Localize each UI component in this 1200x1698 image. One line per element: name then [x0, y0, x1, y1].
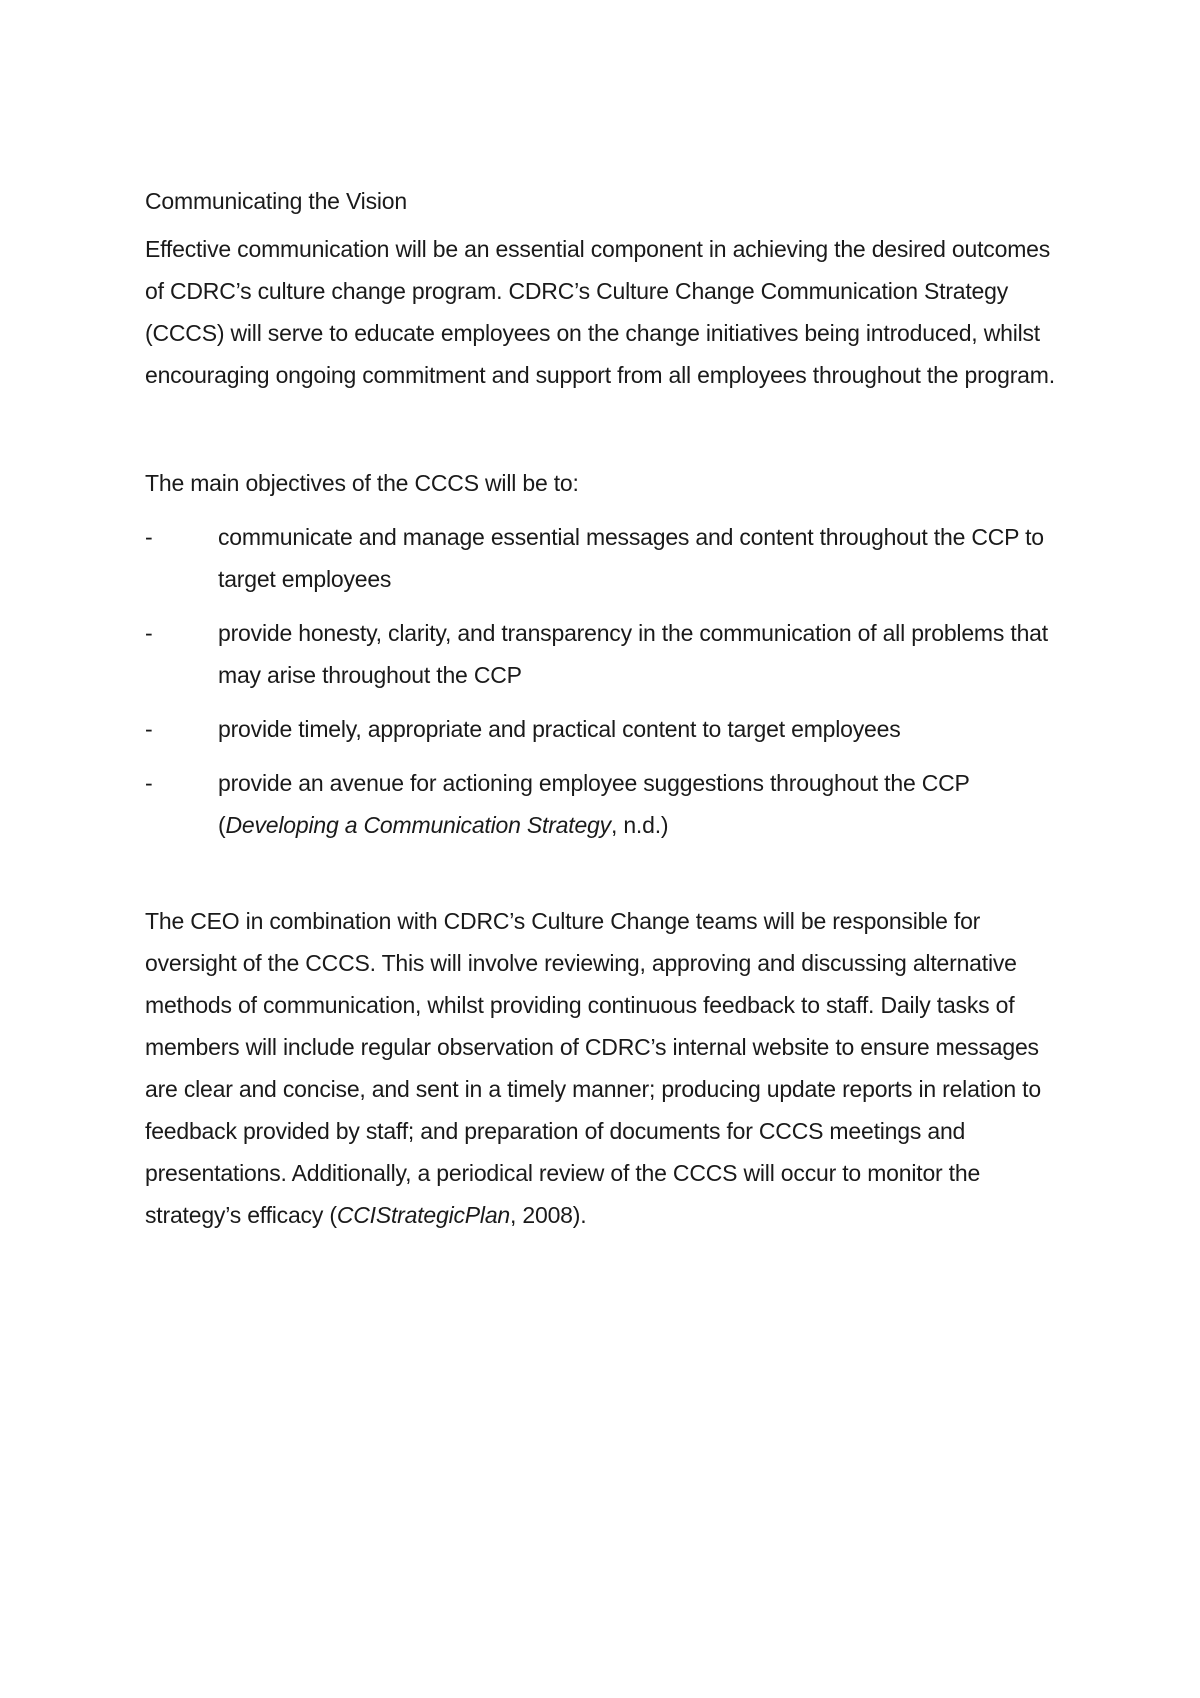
- citation-close: , n.d.): [610, 812, 669, 838]
- section-heading: Communicating the Vision: [145, 188, 407, 214]
- objective-item: [145, 708, 1060, 750]
- objective-text: provide timely, appropriate and practical content to target employees: [218, 716, 901, 742]
- objective-text: provide an avenue for actioning employee suggestions throughout the CCP: [218, 770, 970, 796]
- objective-item: [145, 516, 1060, 600]
- bullet-dash: -: [145, 524, 153, 550]
- citation-title: Developing a Communication Strategy: [225, 812, 611, 838]
- objectives-intro: The main objectives of the CCCS will be to:: [145, 470, 579, 496]
- bullet-dash: -: [145, 770, 153, 796]
- objective-text: provide honesty, clarity, and transparency in the communication of all problems that may arise throughout the CCP: [218, 620, 1048, 688]
- citation-open: (: [218, 812, 226, 838]
- bullet-dash: -: [145, 716, 153, 742]
- objective-text: communicate and manage essential messages and content throughout the CCP to target employees: [218, 524, 1044, 592]
- citation-title: CCIStrategicPlan: [336, 1202, 511, 1228]
- citation-close: , 2008).: [510, 1202, 587, 1228]
- oversight-text: The CEO in combination with CDRC’s Culture Change teams will be responsible for oversight of the CCCS. This will involve reviewing, approving and discussing alternative methods of communication, whilst providing continuous feedback to staff. Daily tasks of members will include regular observation of CDRC’s internal website to ensure messages are clear and concise, and sent in a timely manner; producing update reports in relation to feedback provided by staff; and preparation of documents for CCCS meetings and presentations. Additionally, a periodical review of the CCCS will occur to monitor the strategy’s efficacy (: [145, 908, 1041, 1228]
- objective-item: [145, 762, 1060, 846]
- objectives-list: [145, 516, 1060, 846]
- objective-item: [145, 612, 1060, 696]
- bullet-dash: -: [145, 620, 153, 646]
- intro-paragraph: Effective communication will be an essential component in achieving the desired outcomes of CDRC’s culture change program. CDRC’s Culture Change Communication Strategy (CCCS) will serve to educate employees on the change initiatives being introduced, whilst encouraging ongoing commitment and support from all employees throughout the program.: [145, 236, 1055, 388]
- document-body: [145, 186, 1060, 1236]
- oversight-paragraph: [145, 900, 1060, 1236]
